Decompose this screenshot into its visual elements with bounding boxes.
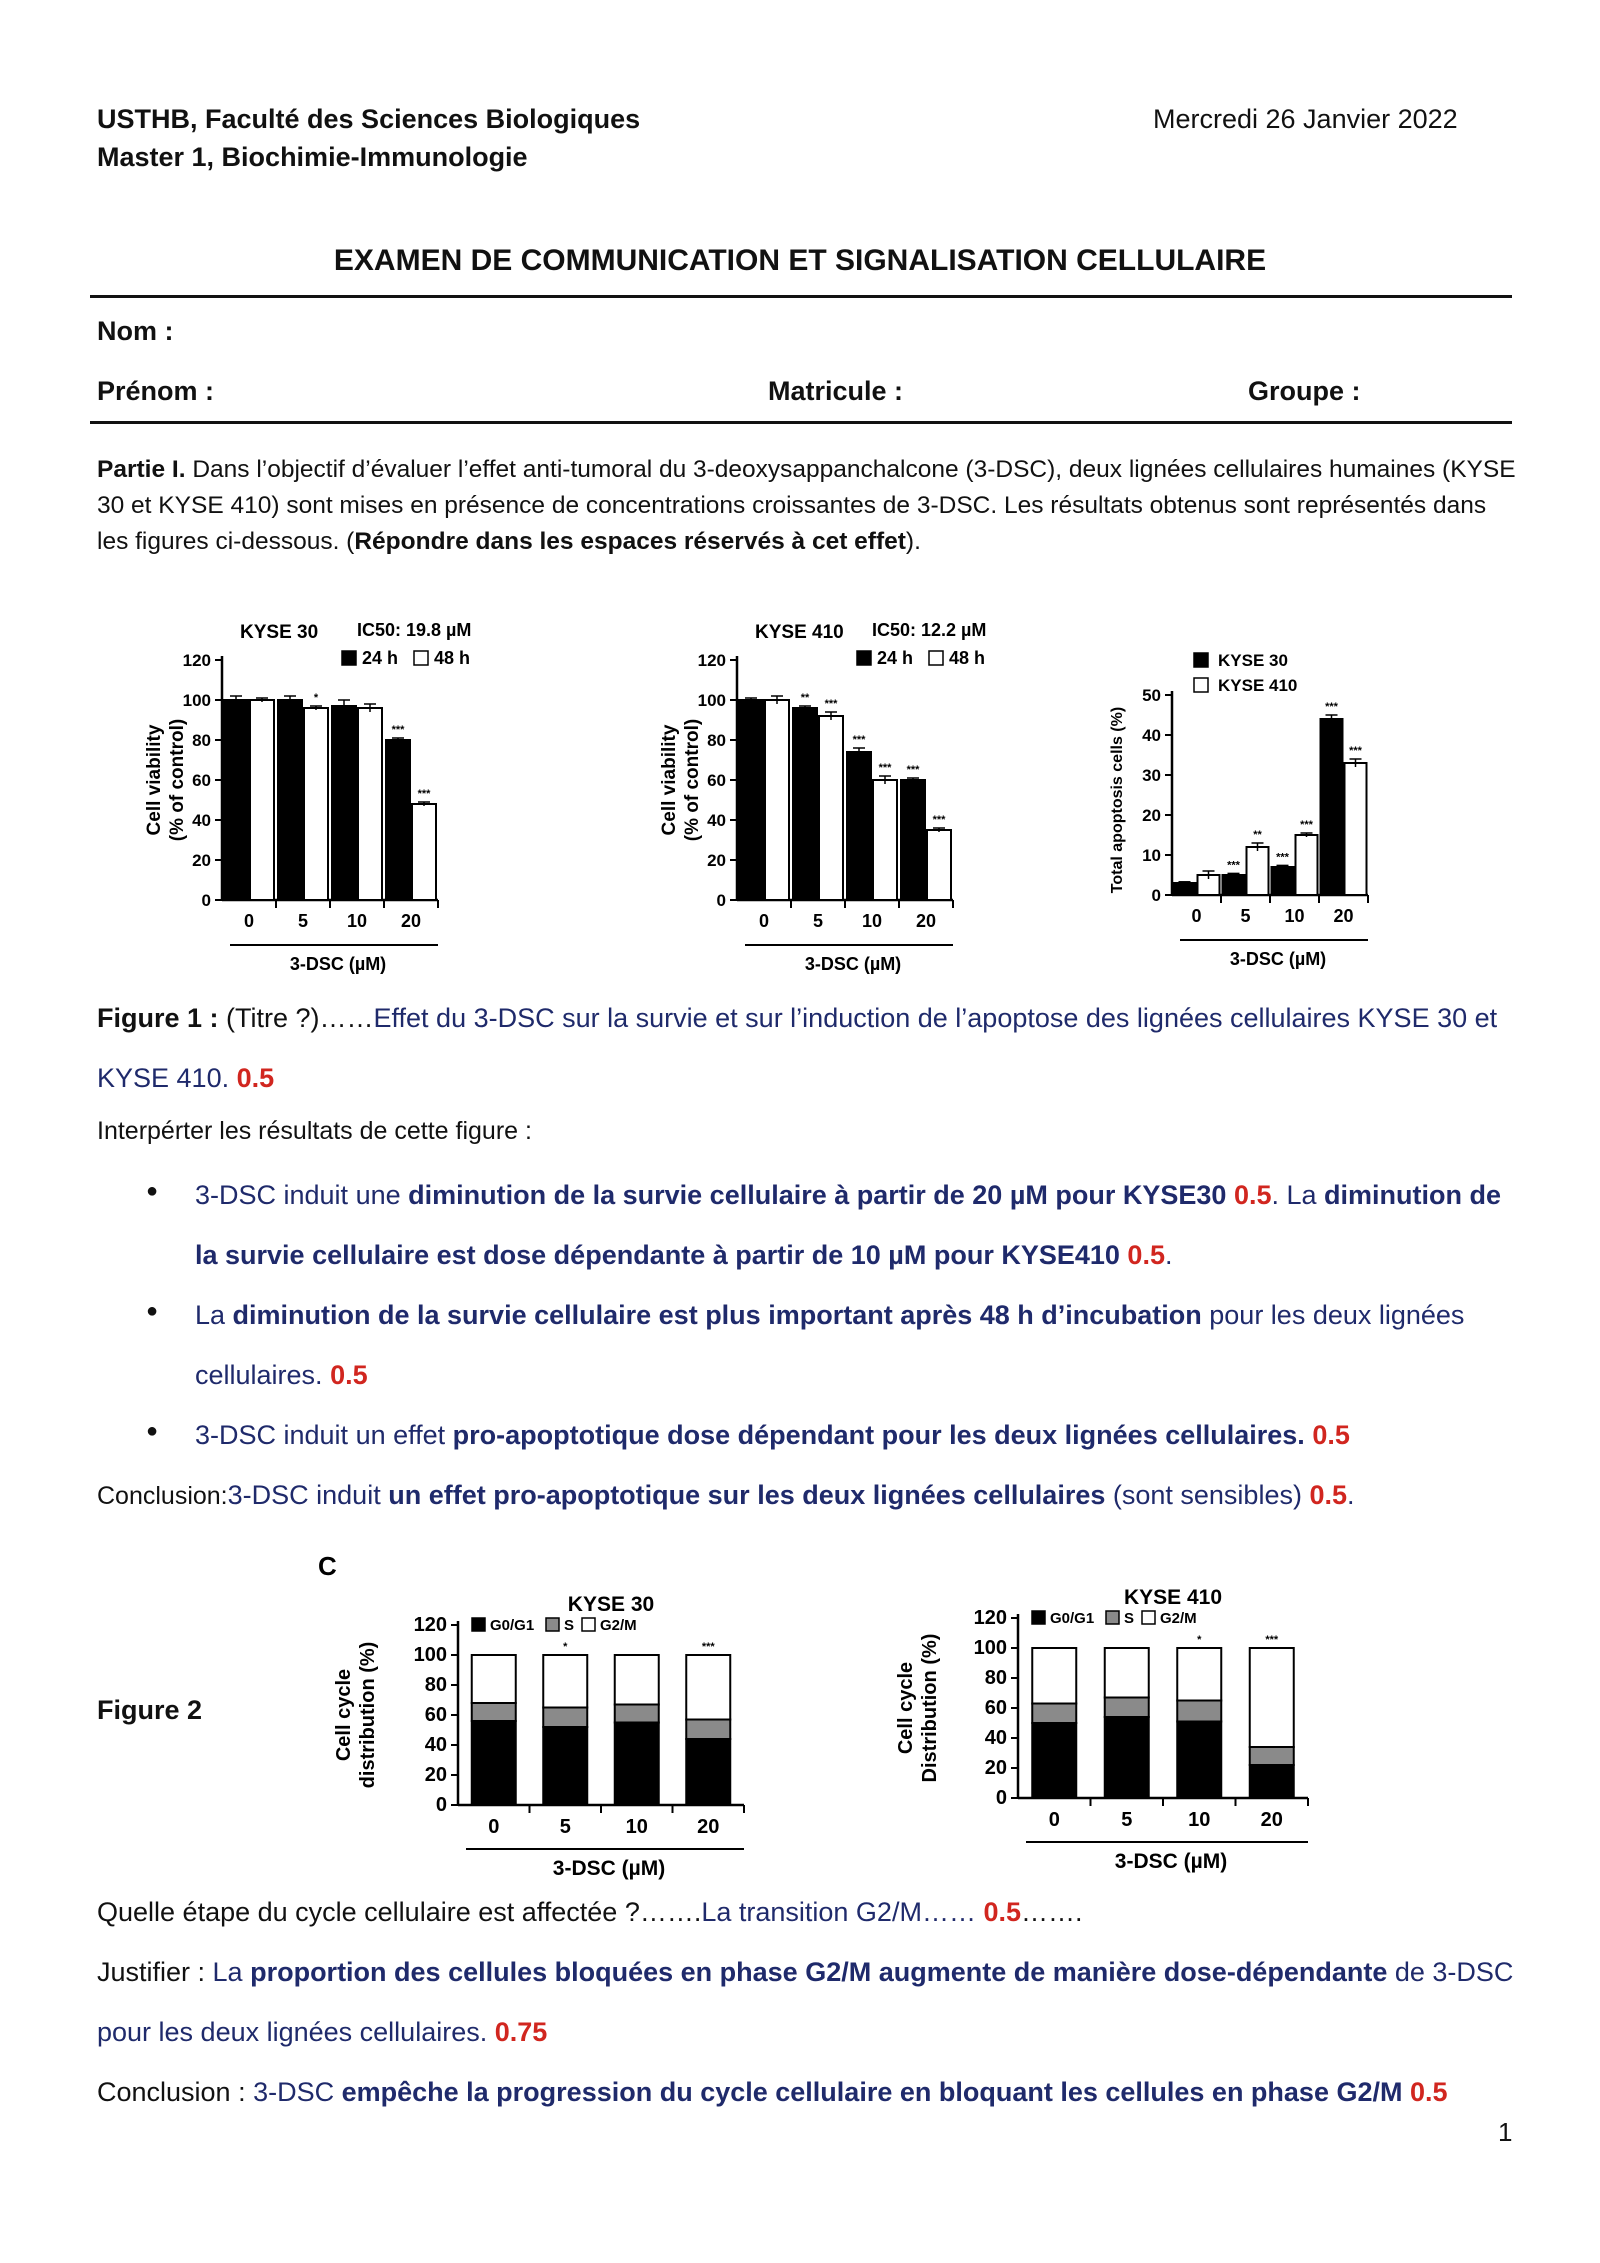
stacked-bar-segment <box>1032 1704 1076 1724</box>
y-tick-label: 40 <box>424 1734 447 1756</box>
partie1-body: Dans l’objectif d’évaluer l’effet anti-tumoral du 3-deoxysappanchalcone (3-DSC), deux lignées cellulaires humaines (KYSE 30 et KYSE 410) sont mises en présence de concentrations croissantes de 3-DSC. Les résultats obtenus sont représentés dans les figures ci-dessous. ( <box>97 456 1516 555</box>
y-axis-label: Cell viability (% of control) <box>144 718 188 842</box>
legend-label: 24 h <box>877 648 914 668</box>
b2-a: La <box>195 1300 233 1330</box>
bar <box>358 708 382 900</box>
stacked-bar-segment <box>1105 1717 1149 1798</box>
fields-rule <box>90 421 1512 424</box>
x-tick-label: 5 <box>812 911 824 931</box>
figure1-caption <box>97 988 1517 1108</box>
stacked-bar-segment <box>1177 1648 1221 1701</box>
groupe-field: Groupe : <box>1248 376 1361 406</box>
stacked-bar-segment <box>1250 1765 1294 1798</box>
chart-0 <box>144 620 471 974</box>
legend-label: KYSE 30 <box>1218 651 1288 670</box>
y-tick-label: 120 <box>182 651 211 670</box>
legend-label: KYSE 410 <box>1218 676 1298 695</box>
exam-date: Mercredi 26 Janvier 2022 <box>1153 104 1458 134</box>
legend-swatch <box>472 1618 485 1631</box>
y-tick-label: 20 <box>424 1764 447 1786</box>
q2-points: 0.5 <box>983 1897 1022 1927</box>
bar <box>412 804 436 900</box>
y-tick-label: 100 <box>697 691 726 710</box>
x-tick-label: 0 <box>758 911 770 931</box>
y-tick-label: 100 <box>973 1637 1007 1659</box>
justifier-b: proportion des cellules bloquées en phase G2/M augmente de manière dose-dépendante <box>250 1957 1388 1987</box>
legend-label: G2/M <box>600 1617 637 1634</box>
x-axis-label: 3-DSC (µM) <box>552 1857 666 1880</box>
significance-mark: *** <box>1300 819 1313 831</box>
q2-trail: ……. <box>1021 1897 1083 1927</box>
legend-swatch <box>582 1618 595 1631</box>
conclusion1-label: Conclusion: <box>97 1482 228 1510</box>
figure1-points: 0.5 <box>236 1063 275 1093</box>
stacked-bar-segment <box>1177 1701 1221 1722</box>
y-tick-label: 80 <box>424 1674 447 1696</box>
significance-mark: * <box>313 692 319 704</box>
conclusion1: Conclusion:3-DSC induit un effet pro-apoptotique sur les deux lignées cellulaires (sont sensibles) 0.5. <box>97 1480 1355 1510</box>
justifier-c: de 3-DSC pour les deux lignées cellulaires. <box>97 1957 1514 2047</box>
legend-swatch <box>929 651 943 665</box>
y-tick-label: 20 <box>984 1757 1007 1779</box>
legend-swatch <box>1194 678 1208 692</box>
significance-mark: ** <box>800 692 810 704</box>
bar <box>332 706 356 900</box>
y-tick-label: 60 <box>192 771 211 790</box>
significance-mark: *** <box>1227 859 1240 872</box>
legend-swatch <box>414 651 428 665</box>
y-tick-label: 60 <box>707 771 726 790</box>
bar <box>901 780 925 900</box>
bar <box>250 700 274 900</box>
x-tick-label: 10 <box>861 911 883 931</box>
x-tick-label: 10 <box>1284 906 1305 926</box>
legend-swatch <box>1106 1611 1119 1624</box>
conclusion1-points: 0.5 <box>1309 1480 1348 1510</box>
y-tick-label: 120 <box>413 1614 447 1636</box>
legend-swatch <box>342 651 356 665</box>
x-tick-label: 5 <box>1240 906 1251 926</box>
significance-mark: *** <box>824 698 838 710</box>
legend-swatch <box>1142 1611 1155 1624</box>
stacked-bar-segment <box>472 1655 516 1703</box>
significance-mark: *** <box>1276 851 1289 864</box>
y-tick-label: 0 <box>435 1794 447 1816</box>
y-axis-label: Cell cycle distribution (%) <box>333 1641 379 1789</box>
y-tick-label: 0 <box>1151 886 1161 905</box>
y-tick-label: 40 <box>192 811 211 830</box>
chart-3 <box>318 1551 744 1880</box>
x-tick-label: 5 <box>297 911 309 931</box>
y-tick-label: 10 <box>1142 846 1161 865</box>
significance-mark: *** <box>391 724 405 736</box>
bar <box>1223 875 1245 895</box>
bar <box>278 700 302 900</box>
x-tick-label: 10 <box>1188 1809 1211 1831</box>
chart-2 <box>1109 651 1368 969</box>
significance-mark: *** <box>1325 701 1338 713</box>
bar <box>793 708 817 900</box>
x-tick-label: 20 <box>697 1816 720 1838</box>
conclusion1-b: un effet pro-apoptotique sur les deux lignées cellulaires <box>388 1480 1106 1510</box>
legend-label: 24 h <box>362 648 399 668</box>
significance-mark: *** <box>852 734 866 746</box>
panel-label: C <box>318 1551 337 1581</box>
b2-b: diminution de la survie cellulaire est plus important après 48 h d’incubation <box>232 1300 1202 1330</box>
conclusion2-points: 0.5 <box>1410 2077 1448 2107</box>
legend-swatch <box>1194 653 1208 667</box>
y-tick-label: 20 <box>192 851 211 870</box>
significance-mark: *** <box>932 814 946 826</box>
figure1-label: Figure 1 : <box>97 1003 219 1033</box>
b1-b: diminution de la survie cellulaire à partir de 20 µM pour KYSE30 <box>408 1180 1227 1210</box>
justifier-points: 0.75 <box>494 2017 548 2047</box>
bullet-2 <box>195 1285 1520 1405</box>
legend-label: 48 h <box>949 648 986 668</box>
stacked-bar-segment <box>472 1721 516 1805</box>
partie1-text <box>97 452 1517 560</box>
y-axis-label: Total apoptosis cells (%) <box>1109 706 1126 894</box>
y-tick-label: 0 <box>716 891 726 910</box>
title-rule <box>90 295 1512 298</box>
significance-mark: *** <box>906 764 920 776</box>
significance-mark: ** <box>1253 829 1262 841</box>
x-tick-label: 20 <box>1333 906 1354 926</box>
stacked-bar-segment <box>1032 1648 1076 1704</box>
significance-mark: *** <box>1349 745 1362 757</box>
x-tick-label: 10 <box>625 1816 648 1838</box>
y-tick-label: 120 <box>697 651 726 670</box>
x-axis-label: 3-DSC (µM) <box>1229 949 1327 969</box>
chart-title: KYSE 410 <box>1123 1586 1223 1609</box>
figure1-answer: Effet du 3-DSC sur la survie et sur l’induction de l’apoptose des lignées cellulaires KYSE 30 et KYSE 410. <box>97 1003 1498 1093</box>
partie1-instruction: Répondre dans les espaces réservés à cet effet <box>354 528 906 555</box>
x-tick-label: 0 <box>1191 906 1202 926</box>
legend-label: G2/M <box>1160 1610 1197 1627</box>
bar <box>1321 719 1343 895</box>
partie1-close: ). <box>905 528 921 555</box>
y-tick-label: 100 <box>413 1644 447 1666</box>
conclusion1-a: 3-DSC induit <box>227 1480 389 1510</box>
chart-title: KYSE 30 <box>240 622 319 643</box>
b1-p1: 0.5 <box>1233 1180 1272 1210</box>
figure2-charts <box>300 1540 1340 1880</box>
bar <box>304 708 328 900</box>
significance-mark: *** <box>417 788 431 800</box>
chart-title: KYSE 410 <box>755 622 844 643</box>
stacked-bar-segment <box>686 1739 730 1805</box>
bar <box>927 830 951 900</box>
conclusion2-label: Conclusion : <box>97 2077 254 2107</box>
chart-title: KYSE 30 <box>567 1593 655 1616</box>
ic50-annotation: IC50: 19.8 µM <box>357 620 472 640</box>
y-tick-label: 20 <box>707 851 726 870</box>
legend-swatch <box>546 1618 559 1631</box>
x-tick-label: 20 <box>1260 1809 1283 1831</box>
stacked-bar-segment <box>615 1655 659 1705</box>
legend-label: G0/G1 <box>1050 1610 1095 1627</box>
significance-mark: * <box>563 1641 568 1653</box>
bar <box>1174 883 1196 895</box>
y-axis-label: Cell cycle Distribution (%) <box>895 1633 941 1783</box>
y-tick-label: 60 <box>424 1704 447 1726</box>
bar <box>847 752 871 900</box>
b3-a: 3-DSC induit un effet <box>195 1420 453 1450</box>
justifier-a: La <box>212 1957 251 1987</box>
nom-field: Nom : <box>97 316 174 346</box>
stacked-bar-segment <box>1250 1648 1294 1747</box>
stacked-bar-segment <box>615 1723 659 1806</box>
matricule-field: Matricule : <box>768 376 904 406</box>
x-tick-label: 10 <box>346 911 368 931</box>
bar <box>1272 867 1294 895</box>
y-tick-label: 60 <box>984 1697 1007 1719</box>
partie1-label: Partie I. <box>97 456 186 483</box>
stacked-bar-segment <box>1250 1747 1294 1765</box>
bullet-3 <box>195 1405 1520 1465</box>
y-tick-label: 100 <box>182 691 211 710</box>
y-tick-label: 40 <box>984 1727 1007 1749</box>
interpret-prompt: Interpérter les résultats de cette figure : <box>97 1117 532 1145</box>
b3-b: pro-apoptotique dose dépendant pour les deux lignées cellulaires. <box>452 1420 1305 1450</box>
y-tick-label: 0 <box>201 891 211 910</box>
y-tick-label: 80 <box>984 1667 1007 1689</box>
conclusion1-c: (sont sensibles) <box>1105 1480 1302 1510</box>
page-number: 1 <box>1498 2117 1513 2147</box>
b3-p: 0.5 <box>1312 1420 1350 1450</box>
q2-prompt: Quelle étape du cycle cellulaire est affectée ?……. <box>97 1897 702 1927</box>
bullet-1: 3-DSC induit une diminution de la survie cellulaire à partir de 20 µM pour KYSE30 0.5. La diminution de la survie cellulaire est dose dépendante à partir de 10 µM pour KYSE410 0.5. <box>195 1180 1502 1270</box>
bar <box>873 780 897 900</box>
bullet-2-icon: ● <box>146 1300 159 1322</box>
institution: USTHB, Faculté des Sciences Biologiques <box>97 104 641 134</box>
stacked-bar-segment <box>686 1655 730 1720</box>
bar <box>1296 835 1318 895</box>
q2 <box>97 1882 1517 1942</box>
significance-mark: *** <box>1265 1634 1279 1646</box>
bar <box>1247 847 1269 895</box>
prenom-field: Prénom : <box>97 376 215 406</box>
bar <box>819 716 843 900</box>
stacked-bar-segment <box>543 1655 587 1708</box>
chart-4 <box>895 1586 1308 1873</box>
y-tick-label: 0 <box>995 1787 1007 1809</box>
exam-title: EXAMEN DE COMMUNICATION ET SIGNALISATION CELLULAIRE <box>333 244 1267 277</box>
figure2-label: Figure 2 <box>97 1695 203 1725</box>
legend-swatch <box>857 651 871 665</box>
bar <box>386 740 410 900</box>
y-tick-label: 120 <box>973 1607 1007 1629</box>
b1-a: 3-DSC induit une <box>195 1180 409 1210</box>
justifier <box>97 1942 1527 2062</box>
y-tick-label: 30 <box>1142 766 1161 785</box>
legend-label: 48 h <box>434 648 471 668</box>
x-tick-label: 5 <box>1121 1809 1133 1831</box>
x-tick-label: 20 <box>915 911 937 931</box>
stacked-bar-segment <box>686 1720 730 1740</box>
stacked-bar-segment <box>1105 1648 1149 1698</box>
x-axis-label: 3-DSC (µM) <box>289 954 387 974</box>
legend-label: G0/G1 <box>490 1617 535 1634</box>
bar <box>1345 763 1367 895</box>
y-tick-label: 80 <box>192 731 211 750</box>
y-tick-label: 40 <box>1142 726 1161 745</box>
b1-p2: 0.5 <box>1127 1240 1165 1270</box>
b1-d: diminution de la survie cellulaire est dose dépendante à partir de 10 µM pour KYSE410 <box>195 1180 1502 1270</box>
x-tick-label: 5 <box>559 1816 571 1838</box>
bar <box>224 700 248 900</box>
y-tick-label: 80 <box>707 731 726 750</box>
figure1-prompt: (Titre ?)…… <box>218 1003 374 1033</box>
bar <box>739 700 763 900</box>
b2-p: 0.5 <box>330 1360 368 1390</box>
x-tick-label: 0 <box>1048 1809 1060 1831</box>
y-tick-label: 20 <box>1142 806 1161 825</box>
significance-mark: * <box>1197 1634 1202 1646</box>
x-axis-label: 3-DSC (µM) <box>1114 1850 1228 1873</box>
x-tick-label: 20 <box>400 911 422 931</box>
bullet-1-icon: ● <box>146 1180 159 1202</box>
legend-swatch <box>1032 1611 1045 1624</box>
conclusion2-a: 3-DSC <box>253 2077 342 2107</box>
x-axis-label: 3-DSC (µM) <box>804 954 902 974</box>
conclusion2-b: empêche la progression du cycle cellulaire en bloquant les cellules en phase G2/M <box>341 2077 1403 2107</box>
stacked-bar-segment <box>1105 1698 1149 1718</box>
chart-1 <box>659 620 986 974</box>
stacked-bar-segment <box>543 1727 587 1805</box>
figure1-charts <box>100 600 1500 980</box>
q2-answer: La transition G2/M <box>701 1897 922 1927</box>
y-axis-label: Cell viability (% of control) <box>659 718 703 842</box>
justifier-label: Justifier : <box>97 1957 213 1987</box>
x-tick-label: 0 <box>488 1816 500 1838</box>
ic50-annotation: IC50: 12.2 µM <box>872 620 987 640</box>
y-tick-label: 40 <box>707 811 726 830</box>
significance-mark: *** <box>878 762 892 774</box>
significance-mark: *** <box>701 1641 715 1653</box>
b1-c: . La <box>1271 1180 1325 1210</box>
b2-c: pour les deux lignées cellulaires. <box>195 1300 1465 1390</box>
q2-dots: …… <box>921 1897 984 1927</box>
stacked-bar-segment <box>1177 1722 1221 1799</box>
bar <box>765 700 789 900</box>
program: Master 1, Biochimie-Immunologie <box>97 142 528 172</box>
conclusion2 <box>97 2062 1537 2122</box>
stacked-bar-segment <box>472 1703 516 1721</box>
legend-label: S <box>564 1617 575 1634</box>
bullet-3-icon: ● <box>146 1420 159 1442</box>
stacked-bar-segment <box>1032 1723 1076 1798</box>
legend-label: S <box>1124 1610 1135 1627</box>
y-tick-label: 50 <box>1142 686 1161 705</box>
x-tick-label: 0 <box>243 911 255 931</box>
stacked-bar-segment <box>615 1705 659 1723</box>
stacked-bar-segment <box>543 1708 587 1728</box>
